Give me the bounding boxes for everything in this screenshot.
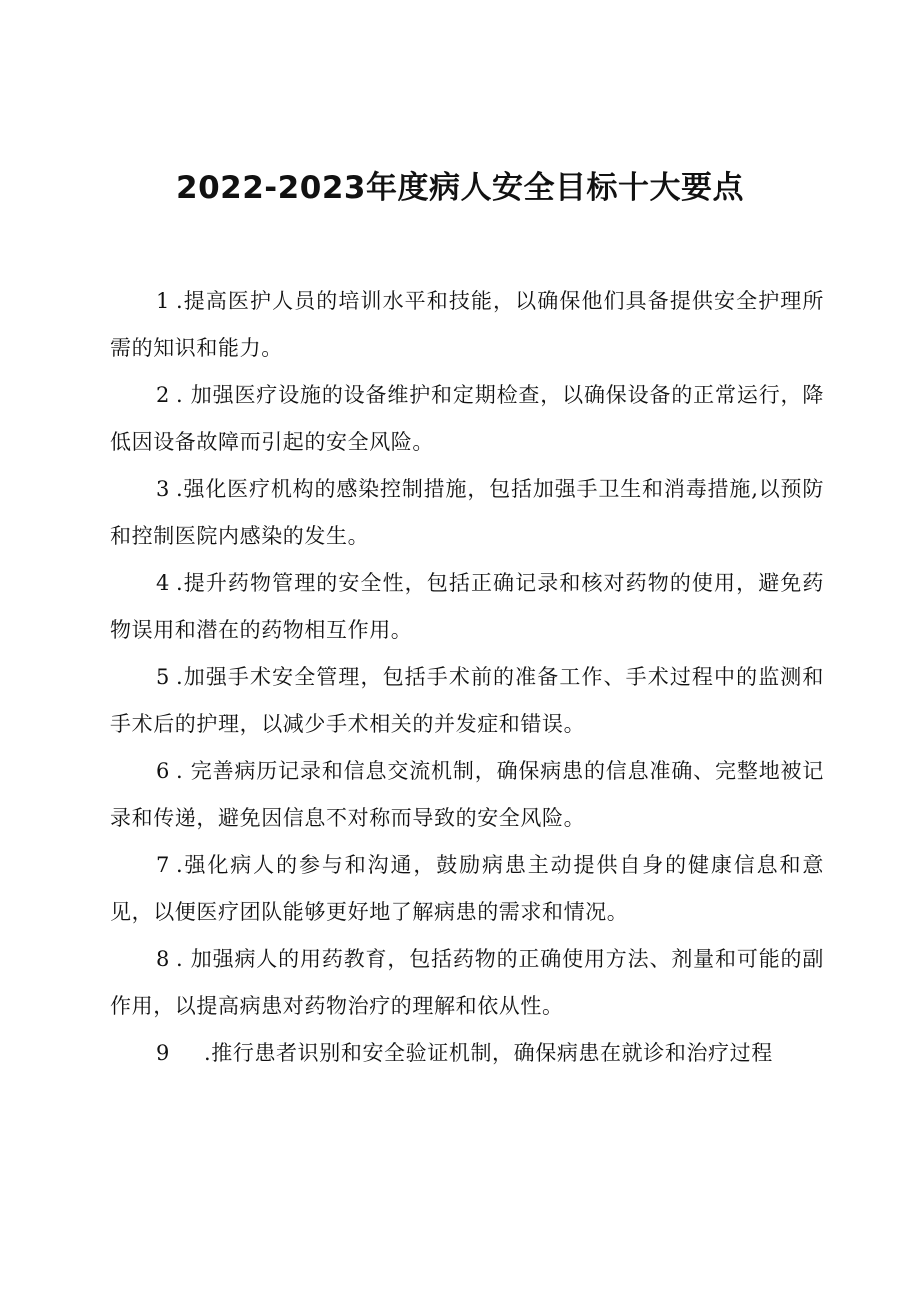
item-number: 8 (156, 947, 170, 971)
item-number: 6 (156, 759, 170, 783)
item-number: 4 (156, 571, 170, 595)
item-text: .强化医疗机构的感染控制措施，包括加强手卫生和消毒措施,以预防和控制医院内感染的发生。 (110, 477, 824, 548)
item-text: .提升药物管理的安全性，包括正确记录和核对药物的使用，避免药物误用和潜在的药物相互作用。 (110, 571, 824, 642)
list-item (110, 466, 824, 560)
item-number: 7 (156, 853, 170, 877)
item-number: 5 (156, 665, 170, 689)
item-number: 2 (156, 383, 170, 407)
item-number: 3 (156, 477, 170, 501)
list-item (110, 560, 824, 654)
document-title: 2022-2023年度病人安全目标十大要点 (176, 170, 744, 206)
safety-goals-list (110, 278, 824, 1077)
list-item (110, 654, 824, 748)
list-item (110, 278, 824, 372)
list-item (110, 842, 824, 936)
item-number: 9 (156, 1041, 170, 1065)
list-item (110, 372, 824, 466)
item-text: . 加强医疗设施的设备维护和定期检查，以确保设备的正常运行，降低因设备故障而引起的安全风险。 (110, 383, 824, 454)
list-item (110, 748, 824, 842)
item-text: .强化病人的参与和沟通，鼓励病患主动提供自身的健康信息和意见，以便医疗团队能够更好地了解病患的需求和情况。 (110, 853, 824, 924)
item-text: . 完善病历记录和信息交流机制，确保病患的信息准确、完整地被记录和传递，避免因信息不对称而导致的安全风险。 (110, 759, 824, 830)
item-text: .推行患者识别和安全验证机制，确保病患在就诊和治疗过程 (203, 1041, 773, 1065)
list-item (110, 936, 824, 1030)
list-item (110, 1030, 824, 1077)
item-number: 1 (156, 289, 170, 313)
item-text: . 加强病人的用药教育，包括药物的正确使用方法、剂量和可能的副作用，以提高病患对药物治疗的理解和依从性。 (110, 947, 824, 1018)
item-text: .提高医护人员的培训水平和技能，以确保他们具备提供安全护理所需的知识和能力。 (110, 289, 824, 360)
item-text: .加强手术安全管理，包括手术前的准备工作、手术过程中的监测和手术后的护理，以减少手术相关的并发症和错误。 (110, 665, 824, 736)
